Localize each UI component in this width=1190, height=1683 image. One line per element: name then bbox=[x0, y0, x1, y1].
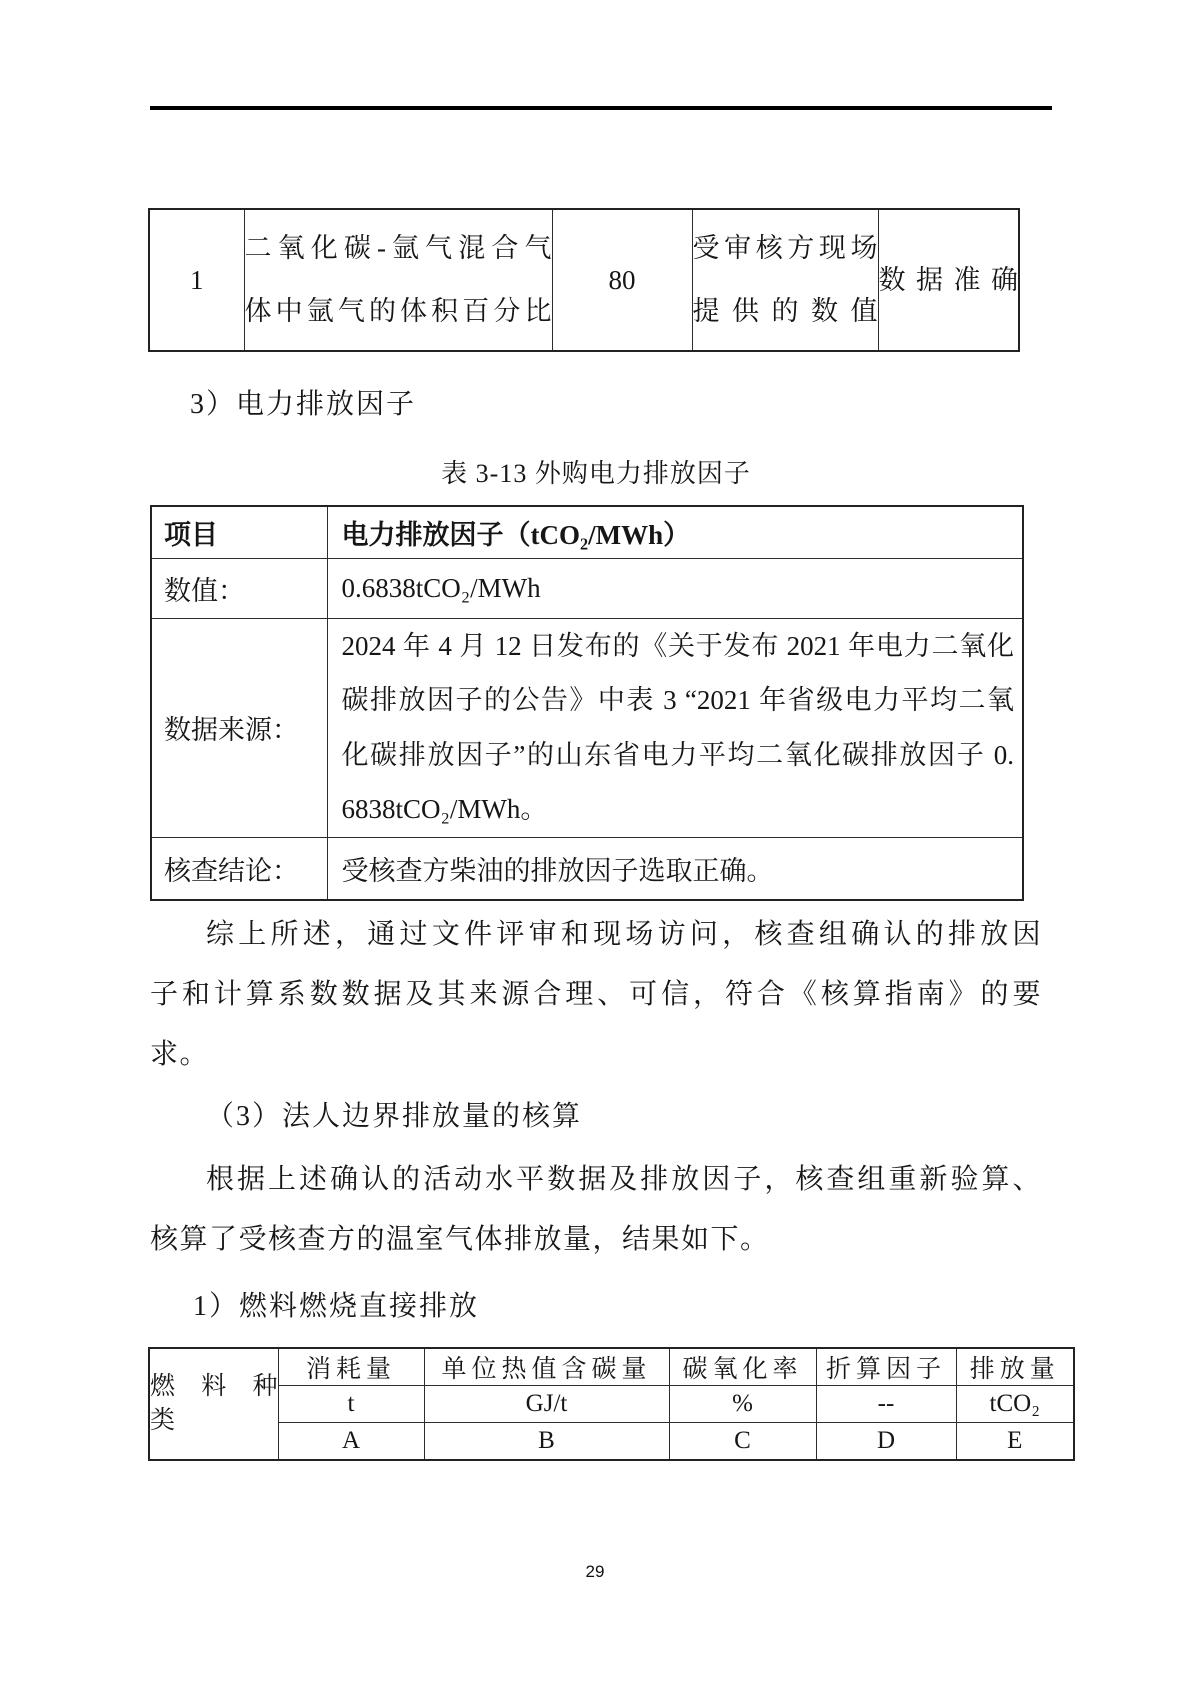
table-row bbox=[151, 506, 1023, 558]
table-row bbox=[151, 618, 1023, 837]
parameter-name-line2: 体中氩气的体积百分比 bbox=[244, 296, 552, 326]
fuel-category-line1: 燃 料 种 bbox=[150, 1372, 278, 1400]
source-text-line1: 2024 年 4 月 12 日发布的《关于发布 2021 年电力二氧化 bbox=[341, 630, 1014, 661]
value-label-cell: 数值： bbox=[151, 558, 327, 618]
column-header-consumption: 消耗量 bbox=[278, 1348, 424, 1386]
power-emission-factor-table bbox=[150, 505, 1024, 901]
table-row bbox=[149, 209, 1019, 351]
unit-cell: t bbox=[278, 1386, 424, 1423]
column-header-carbon-content: 单位热值含碳量 bbox=[424, 1348, 669, 1386]
data-source-cell bbox=[692, 209, 878, 351]
recalculation-paragraph bbox=[150, 1150, 1042, 1270]
paragraph-line: 子和计算系数数据及其来源合理、可信，符合《核算指南》的要 bbox=[150, 979, 1042, 1010]
column-header-conversion-factor: 折算因子 bbox=[816, 1348, 956, 1386]
table-header-row bbox=[149, 1348, 1074, 1386]
unit-cell: tCO₂ bbox=[956, 1386, 1074, 1423]
label-cell: A bbox=[278, 1423, 424, 1460]
conclusion-text: 数据准确 bbox=[878, 264, 1018, 295]
item-header-cell: 项目 bbox=[151, 506, 327, 558]
conclusion-cell bbox=[878, 209, 1019, 351]
parameter-name-line1: 二氧化碳-氩气混合气 bbox=[244, 233, 552, 263]
page-number: 29 bbox=[585, 1562, 605, 1581]
conclusion-label-cell: 核查结论： bbox=[151, 837, 327, 900]
header-rule bbox=[150, 106, 1052, 110]
fuel-category-header-cell bbox=[149, 1348, 278, 1460]
parameter-value-cell: 80 bbox=[552, 209, 692, 351]
table-row bbox=[151, 837, 1023, 900]
unit-cell: -- bbox=[816, 1386, 956, 1423]
serial-number-cell: 1 bbox=[149, 209, 244, 351]
section-heading-legal-boundary: （3）法人边界排放量的核算 bbox=[206, 1101, 583, 1132]
label-cell: B bbox=[424, 1423, 669, 1460]
source-text-line4: 6838tCO₂/MWh。 bbox=[341, 794, 548, 824]
unit-cell: % bbox=[669, 1386, 816, 1423]
paragraph-line: 核算了受核查方的温室气体排放量，结果如下。 bbox=[150, 1224, 770, 1255]
label-cell: E bbox=[956, 1423, 1074, 1460]
column-header-emission: 排放量 bbox=[956, 1348, 1074, 1386]
table-row bbox=[151, 558, 1023, 618]
parameter-verification-table bbox=[148, 208, 1020, 352]
table-labels-row bbox=[149, 1423, 1074, 1460]
paragraph-line: 根据上述确认的活动水平数据及排放因子，核查组重新验算、 bbox=[206, 1164, 1042, 1195]
column-header-oxidation-rate: 碳氧化率 bbox=[669, 1348, 816, 1386]
fuel-combustion-table bbox=[148, 1347, 1075, 1461]
source-text-line3: 化碳排放因子”的山东省电力平均二氧化碳排放因子 0. bbox=[341, 739, 1014, 770]
table-units-row bbox=[149, 1386, 1074, 1423]
parameter-name-cell bbox=[244, 209, 552, 351]
label-cell: C bbox=[669, 1423, 816, 1460]
summary-paragraph bbox=[150, 905, 1042, 1085]
unit-cell: GJ/t bbox=[424, 1386, 669, 1423]
fuel-category-line2: 类 bbox=[150, 1406, 176, 1434]
factor-header-cell: 电力排放因子（tCO₂/MWh） bbox=[327, 506, 1023, 558]
label-cell: D bbox=[816, 1423, 956, 1460]
value-cell: 0.6838tCO₂/MWh bbox=[327, 558, 1023, 618]
paragraph-line: 综上所述，通过文件评审和现场访问，核查组确认的排放因 bbox=[206, 919, 1042, 950]
source-text-line2: 碳排放因子的公告》中表 3 “2021 年省级电力平均二氧 bbox=[341, 685, 1014, 715]
section-heading-fuel-combustion: 1）燃料燃烧直接排放 bbox=[193, 1291, 480, 1322]
source-label-cell: 数据来源： bbox=[151, 618, 327, 837]
data-source-line2: 提供的数值 bbox=[692, 296, 878, 326]
section-heading-power-factor: 3）电力排放因子 bbox=[190, 389, 417, 420]
conclusion-value-cell: 受核查方柴油的排放因子选取正确。 bbox=[327, 837, 1023, 900]
data-source-line1: 受审核方现场 bbox=[692, 233, 878, 263]
table-3-13-caption: 表 3-13 外购电力排放因子 bbox=[441, 459, 751, 488]
source-text-cell bbox=[327, 618, 1023, 837]
paragraph-line: 求。 bbox=[150, 1039, 210, 1070]
